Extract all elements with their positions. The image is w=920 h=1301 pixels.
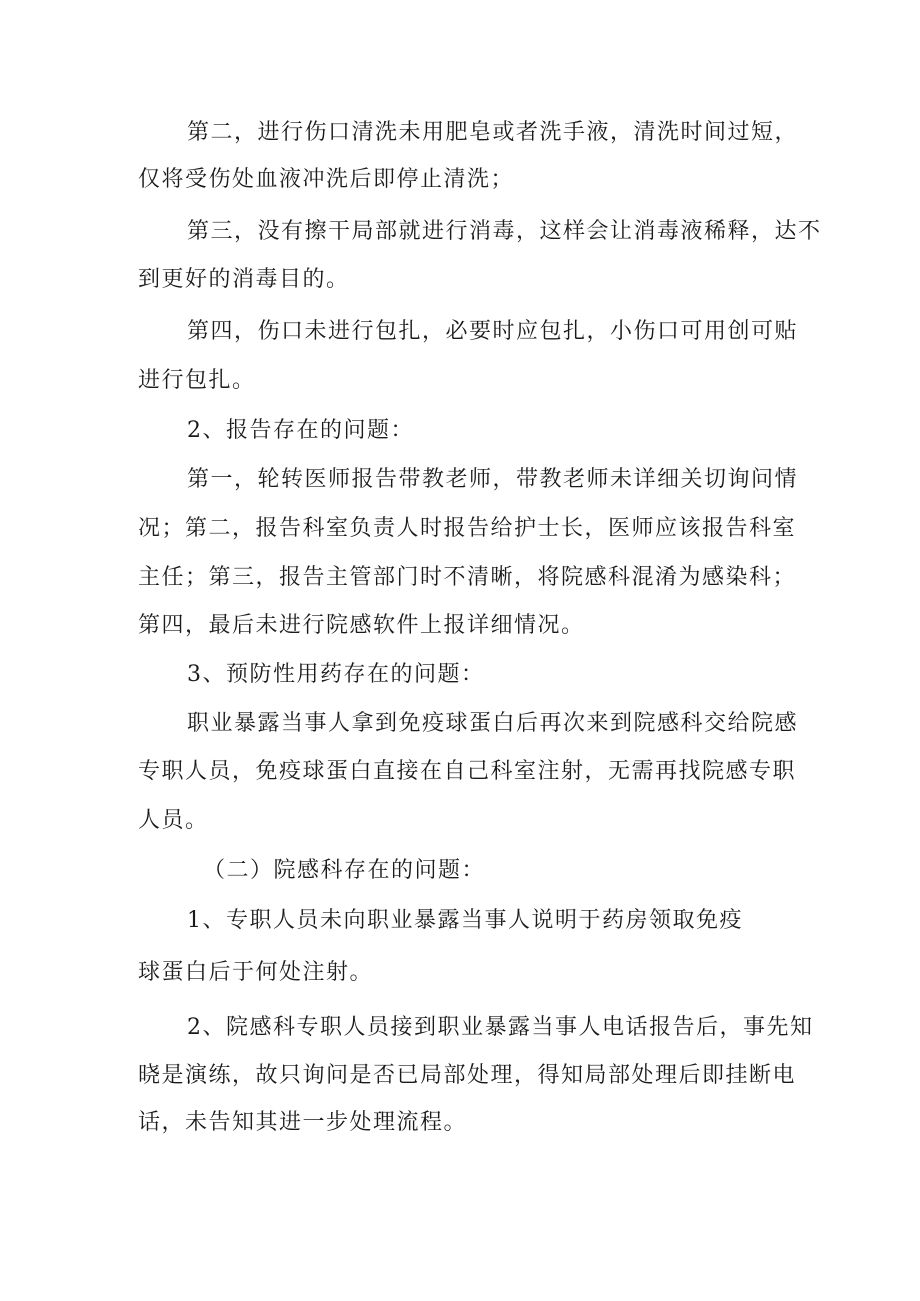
text-line-18: 球蛋白后于何处注射。 — [138, 960, 374, 985]
text-line-3: 第三，没有擦干局部就进行消毒，这样会让消毒液稀释，达不 — [187, 219, 822, 244]
section-heading-3: 3、预防性用药存在的问题： — [187, 662, 485, 687]
text-line-4: 到更好的消毒目的。 — [138, 267, 350, 292]
text-line-19: 2、院感科专职人员接到职业暴露当事人电话报告后，事先知 — [187, 1015, 814, 1040]
text-line-11: 第四，最后未进行院感软件上报详细情况。 — [138, 613, 585, 638]
text-line-15: 人员。 — [138, 808, 209, 833]
text-line-14: 专职人员，免疫球蛋白直接在自己科室注射，无需再找院感专职 — [138, 759, 797, 784]
text-line-6: 进行包扎。 — [138, 368, 256, 393]
text-line-13: 职业暴露当事人拿到免疫球蛋白后再次来到院感科交给院感 — [187, 711, 799, 736]
text-line-17: 1、专职人员未向职业暴露当事人说明于药房领取免疫 — [187, 908, 743, 933]
text-line-21: 话，未告知其进一步处理流程。 — [138, 1110, 468, 1135]
text-line-1: 第二，进行伤口清洗未用肥皂或者洗手液，清洗时间过短， — [187, 120, 799, 145]
section-heading-er: （二）院感科存在的问题： — [203, 858, 486, 883]
text-line-2: 仅将受伤处血液冲洗后即停止清洗； — [138, 167, 515, 192]
section-heading-2: 2、报告存在的问题： — [187, 418, 414, 443]
text-line-5: 第四，伤口未进行包扎，必要时应包扎，小伤口可用创可贴 — [187, 319, 799, 344]
text-line-20: 晓是演练，故只询问是否已局部处理，得知局部处理后即挂断电 — [138, 1063, 797, 1088]
text-line-10: 主任；第三，报告主管部门时不清晰，将院感科混淆为感染科； — [138, 565, 797, 590]
text-line-9: 况；第二，报告科室负责人时报告给护士长，医师应该报告科室 — [138, 516, 797, 541]
text-line-8: 第一，轮转医师报告带教老师，带教老师未详细关切询问情 — [187, 467, 799, 492]
